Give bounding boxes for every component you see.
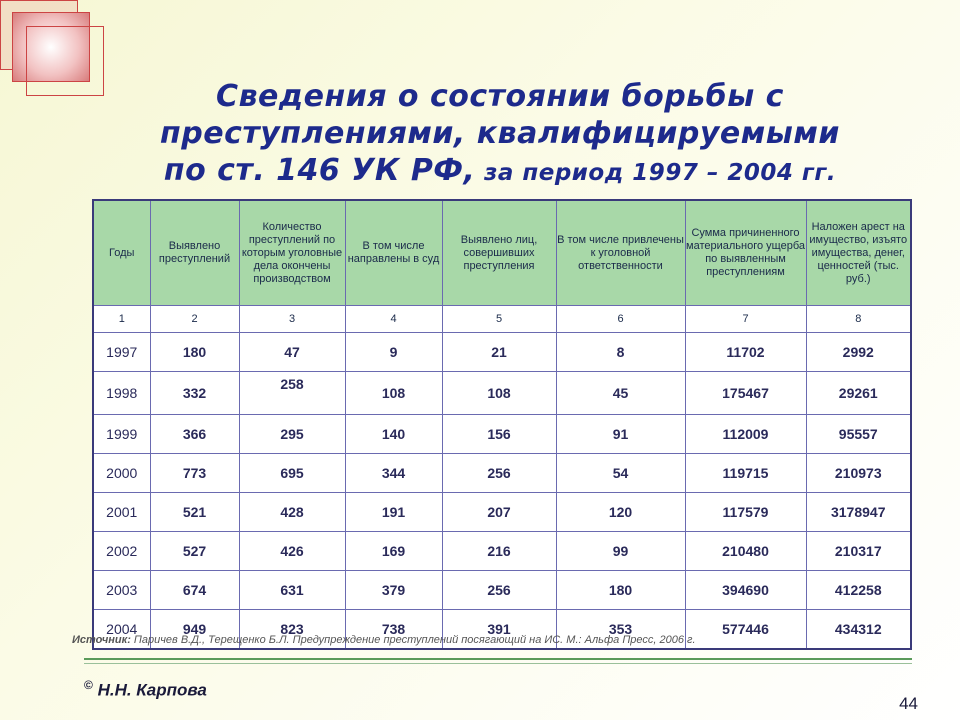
table-cell: 695	[239, 454, 345, 493]
table-cell: 45	[556, 372, 685, 415]
table-row	[93, 372, 911, 415]
footer-divider-thin	[84, 663, 912, 664]
title-period: за период 1997 – 2004 гг.	[475, 160, 837, 186]
crime-statistics-table	[92, 199, 912, 650]
column-number: 2	[150, 306, 239, 333]
slide-title	[100, 78, 900, 192]
table-cell: 108	[442, 372, 556, 415]
table-cell: 180	[556, 571, 685, 610]
table-cell: 394690	[685, 571, 806, 610]
table-cell: 738	[345, 610, 442, 650]
column-number: 6	[556, 306, 685, 333]
header-years: Годы	[93, 200, 150, 306]
table-cell: 169	[345, 532, 442, 571]
table-cell: 295	[239, 415, 345, 454]
table-cell: 54	[556, 454, 685, 493]
table-cell: 119715	[685, 454, 806, 493]
header-cases-completed: Количество преступлений по которым уголовные дела окончены производством	[239, 200, 345, 306]
table-row	[93, 333, 911, 372]
header-detected-crimes: Выявлено преступлений	[150, 200, 239, 306]
cell-year: 2001	[93, 493, 150, 532]
cell-year: 2003	[93, 571, 150, 610]
table-row	[93, 415, 911, 454]
title-line-2: преступлениями, квалифицируемыми	[160, 116, 840, 151]
table-cell: 47	[239, 333, 345, 372]
column-number: 5	[442, 306, 556, 333]
table-cell: 11702	[685, 333, 806, 372]
header-persons-identified: Выявлено лиц, совершивших преступления	[442, 200, 556, 306]
column-number-row	[93, 306, 911, 333]
table-cell: 3178947	[806, 493, 911, 532]
author-name: Н.Н. Карпова	[92, 680, 207, 700]
cell-year: 2004	[93, 610, 150, 650]
table-cell: 577446	[685, 610, 806, 650]
table-cell: 91	[556, 415, 685, 454]
table-cell: 521	[150, 493, 239, 532]
table-cell: 140	[345, 415, 442, 454]
decorative-square-inner	[26, 26, 104, 96]
column-number: 4	[345, 306, 442, 333]
table-cell: 216	[442, 532, 556, 571]
table-cell: 117579	[685, 493, 806, 532]
title-line-1: Сведения о состоянии борьбы с	[216, 79, 784, 114]
table-cell: 191	[345, 493, 442, 532]
title-line-3	[100, 152, 900, 192]
table-row	[93, 493, 911, 532]
table-cell: 256	[442, 454, 556, 493]
table-cell: 156	[442, 415, 556, 454]
table-cell: 379	[345, 571, 442, 610]
table-cell: 2992	[806, 333, 911, 372]
copyright-symbol: ©	[84, 678, 93, 692]
table-cell: 674	[150, 571, 239, 610]
table-cell: 99	[556, 532, 685, 571]
table-cell: 29261	[806, 372, 911, 415]
table-cell: 631	[239, 571, 345, 610]
table-cell: 9	[345, 333, 442, 372]
source-note	[72, 634, 902, 646]
column-number: 1	[93, 306, 150, 333]
table-cell: 412258	[806, 571, 911, 610]
table-cell: 353	[556, 610, 685, 650]
table-cell: 210317	[806, 532, 911, 571]
table-cell: 256	[442, 571, 556, 610]
cell-year: 2002	[93, 532, 150, 571]
table-cell: 21	[442, 333, 556, 372]
page-number: 44	[899, 694, 918, 713]
table-cell: 344	[345, 454, 442, 493]
cell-year: 1998	[93, 372, 150, 415]
table-cell: 426	[239, 532, 345, 571]
title-article: по ст. 146 УК РФ,	[163, 153, 476, 188]
header-prosecuted: В том числе привлечены к уголовной ответственности	[556, 200, 685, 306]
cell-year: 1999	[93, 415, 150, 454]
table-row	[93, 571, 911, 610]
source-text: Паричев В.Д., Терещенко Б.Л. Предупреждение преступлений посягающий на ИС. М.: Альфа Пресс, 2006 г.	[130, 634, 696, 646]
footer-divider	[84, 658, 912, 660]
table-cell: 258	[239, 372, 345, 415]
table-cell: 108	[345, 372, 442, 415]
table-cell: 210480	[685, 532, 806, 571]
table-cell: 175467	[685, 372, 806, 415]
table-cell: 95557	[806, 415, 911, 454]
table-row	[93, 532, 911, 571]
header-sent-to-court: В том числе направлены в суд	[345, 200, 442, 306]
table-cell: 332	[150, 372, 239, 415]
cell-year: 1997	[93, 333, 150, 372]
table-cell: 428	[239, 493, 345, 532]
table-cell: 527	[150, 532, 239, 571]
table-cell: 8	[556, 333, 685, 372]
table-row	[93, 454, 911, 493]
table-cell: 391	[442, 610, 556, 650]
table-header-row	[93, 200, 911, 306]
table-cell: 823	[239, 610, 345, 650]
table-cell: 207	[442, 493, 556, 532]
table-cell: 120	[556, 493, 685, 532]
table-cell: 773	[150, 454, 239, 493]
table-cell: 180	[150, 333, 239, 372]
column-number: 8	[806, 306, 911, 333]
header-property-seized: Наложен арест на имущество, изъято имущества, денег, ценностей (тыс. руб.)	[806, 200, 911, 306]
header-damage-amount: Сумма причиненного материального ущерба по выявленным преступлениям	[685, 200, 806, 306]
column-number: 7	[685, 306, 806, 333]
cell-year: 2000	[93, 454, 150, 493]
table-cell: 210973	[806, 454, 911, 493]
table-cell: 366	[150, 415, 239, 454]
column-number: 3	[239, 306, 345, 333]
table-cell: 949	[150, 610, 239, 650]
source-label: Источник:	[72, 634, 131, 646]
table-cell: 434312	[806, 610, 911, 650]
author-credit	[84, 678, 207, 701]
table-cell: 112009	[685, 415, 806, 454]
